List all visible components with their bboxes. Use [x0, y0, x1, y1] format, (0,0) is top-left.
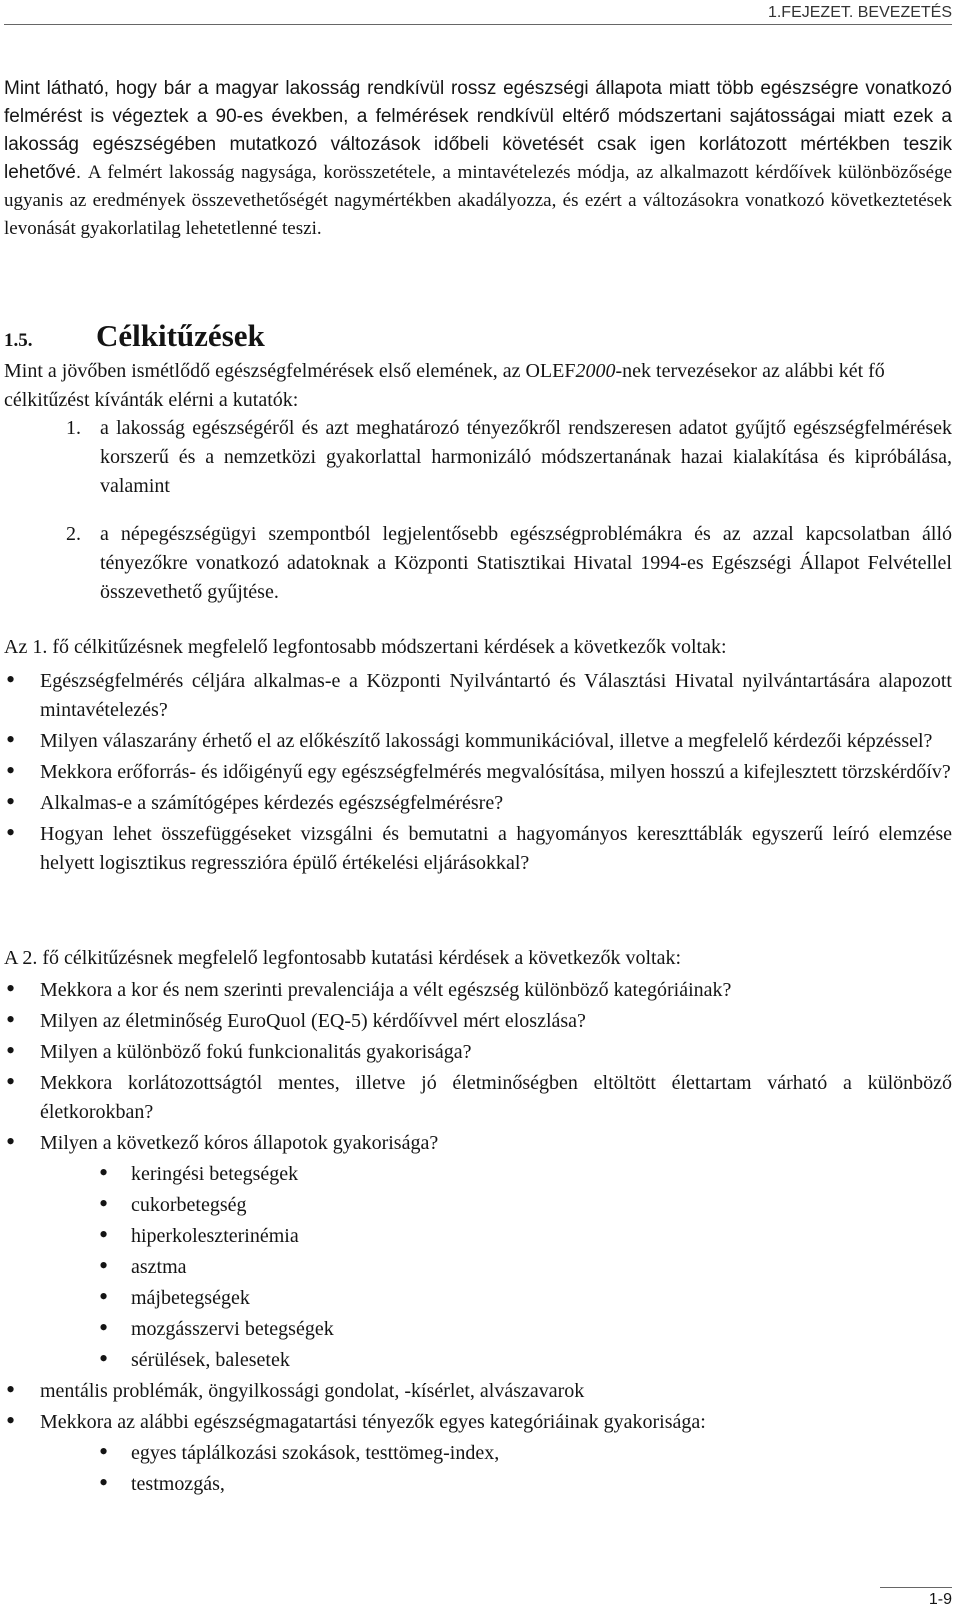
method-questions-list: [4, 667, 952, 880]
running-header: 1.FEJEZET. BEVEZETÉS: [4, 4, 952, 25]
page-number: 1-9: [928, 1591, 952, 1608]
list-item: • Mekkora erőforrás- és időigényű egy egészségfelmérés megvalósítása, milyen hosszú a kifejlesztett törzskérdőív?: [4, 758, 952, 787]
list-item: • Milyen a különböző fokú funkcionalitás gyakorisága?: [4, 1038, 952, 1067]
section-intro-after: -nek tervezésekor az alábbi két fő célkitűzést kívánták elérni a kutatók:: [4, 360, 885, 411]
intro-paragraph-serif: A felmért lakosság nagysága, korösszetétele, a mintavételezés módja, az alkalmazott kérdőívek különbözősége ugyanis az eredmények összevethetőségét nagymértékben akadályozza, és ezért a változásokra vonatkozó következtetések levonását gyakorlatilag lehetetlenné teszi.: [4, 162, 952, 239]
list-item: • Mekkora a kor és nem szerinti prevalenciája a vélt egészség különböző kategóriáinak?: [4, 976, 952, 1005]
list-item: • Hogyan lehet összefüggéseket vizsgálni és bemutatni a hagyományos kereszttáblák egyszerű leíró elemzése helyett logisztikus regresszióra épülő értékelési eljárásokkal?: [4, 820, 952, 878]
sub-list-item: • hiperkoleszterinémia: [4, 1222, 952, 1251]
objective-text: a lakosság egészségéről és azt meghatározó tényezőkről rendszeresen adatot gyűjtő egészségfelmérések korszerű és a nemzetközi gyakorlattal harmonizáló módszertanának hazai kialakítása és kipróbálása, valamint: [100, 417, 952, 497]
sub-list-item: • sérülések, balesetek: [4, 1346, 952, 1375]
list-item: • Egészségfelmérés céljára alkalmas-e a Központi Nyilvántartó és Választási Hivatal nyilvántartására alapozott mintavételezés?: [4, 667, 952, 725]
list-item: • mentális problémák, öngyilkossági gondolat, -kísérlet, alvászavarok: [4, 1377, 952, 1406]
method-questions-lead: Az 1. fő célkitűzésnek megfelelő legfontosabb módszertani kérdések a következők voltak:: [4, 636, 727, 658]
list-item: • Milyen válaszarány érhető el az előkészítő lakossági kommunikációval, illetve a megfelelő kérdezői képzéssel?: [4, 727, 952, 756]
sub-list-item: • testmozgás,: [4, 1470, 952, 1499]
section-intro: [4, 357, 952, 415]
list-item: • Mekkora az alábbi egészségmagatartási tényezők egyes kategóriáinak gyakorisága:: [4, 1408, 952, 1437]
section-heading: [4, 318, 265, 354]
section-intro-before: Mint a jövőben ismétlődő egészségfelmérések első elemének, az OLEF: [4, 360, 576, 382]
sub-list-item: • asztma: [4, 1253, 952, 1282]
objective-item: [4, 414, 952, 501]
section-intro-italic: 2000: [575, 360, 616, 382]
objectives-list-2: [4, 520, 952, 607]
intro-paragraph: [4, 75, 952, 243]
sub-list-item: • keringési betegségek: [4, 1160, 952, 1189]
section-title: Célkitűzések: [96, 318, 265, 353]
objective-item: [4, 520, 952, 607]
objective-number: 1.: [66, 417, 81, 439]
intro-paragraph-sans: Mint látható, hogy bár a magyar lakosság rendkívül rossz egészségi állapota miatt több egészségre vonatkozó felmérést is végeztek a 90-es években, a felmérések rendkívül eltérő módszertani sajátosságai miatt ezek a lakosság egészségében mutatkozó változások időbeli követését csak igen korlátozott mértékben teszik lehetővé.: [4, 78, 952, 183]
sub-list-item: • májbetegségek: [4, 1284, 952, 1313]
sub-list-item: • cukorbetegség: [4, 1191, 952, 1220]
footer-rule: [880, 1587, 952, 1588]
sub-list-item: • mozgásszervi betegségek: [4, 1315, 952, 1344]
research-questions-list: [4, 976, 952, 1501]
list-item: • Milyen a következő kóros állapotok gyakorisága?: [4, 1129, 952, 1158]
list-item: • Alkalmas-e a számítógépes kérdezés egészségfelmérésre?: [4, 789, 952, 818]
objectives-list: [4, 414, 952, 501]
research-questions-lead: A 2. fő célkitűzésnek megfelelő legfontosabb kutatási kérdések a következők voltak:: [4, 947, 682, 969]
section-number: 1.5.: [4, 330, 33, 351]
sub-list-item: • egyes táplálkozási szokások, testtömeg-index,: [4, 1439, 952, 1468]
list-item: • Milyen az életminőség EuroQuol (EQ-5) kérdőívvel mért eloszlása?: [4, 1007, 952, 1036]
objective-text: a népegészségügyi szempontból legjelentősebb egészségproblémákra és az azzal kapcsolatban álló tényezőkre vonatkozó adatoknak a Központi Statisztikai Hivatal 1994-es Egészségi Állapot Felvétellel összevethető gyűjtése.: [100, 523, 952, 603]
list-item: • Mekkora korlátozottságtól mentes, illetve jó életminőségben eltöltött élettartam várható a különböző életkorokban?: [4, 1069, 952, 1127]
objective-number: 2.: [66, 523, 81, 545]
